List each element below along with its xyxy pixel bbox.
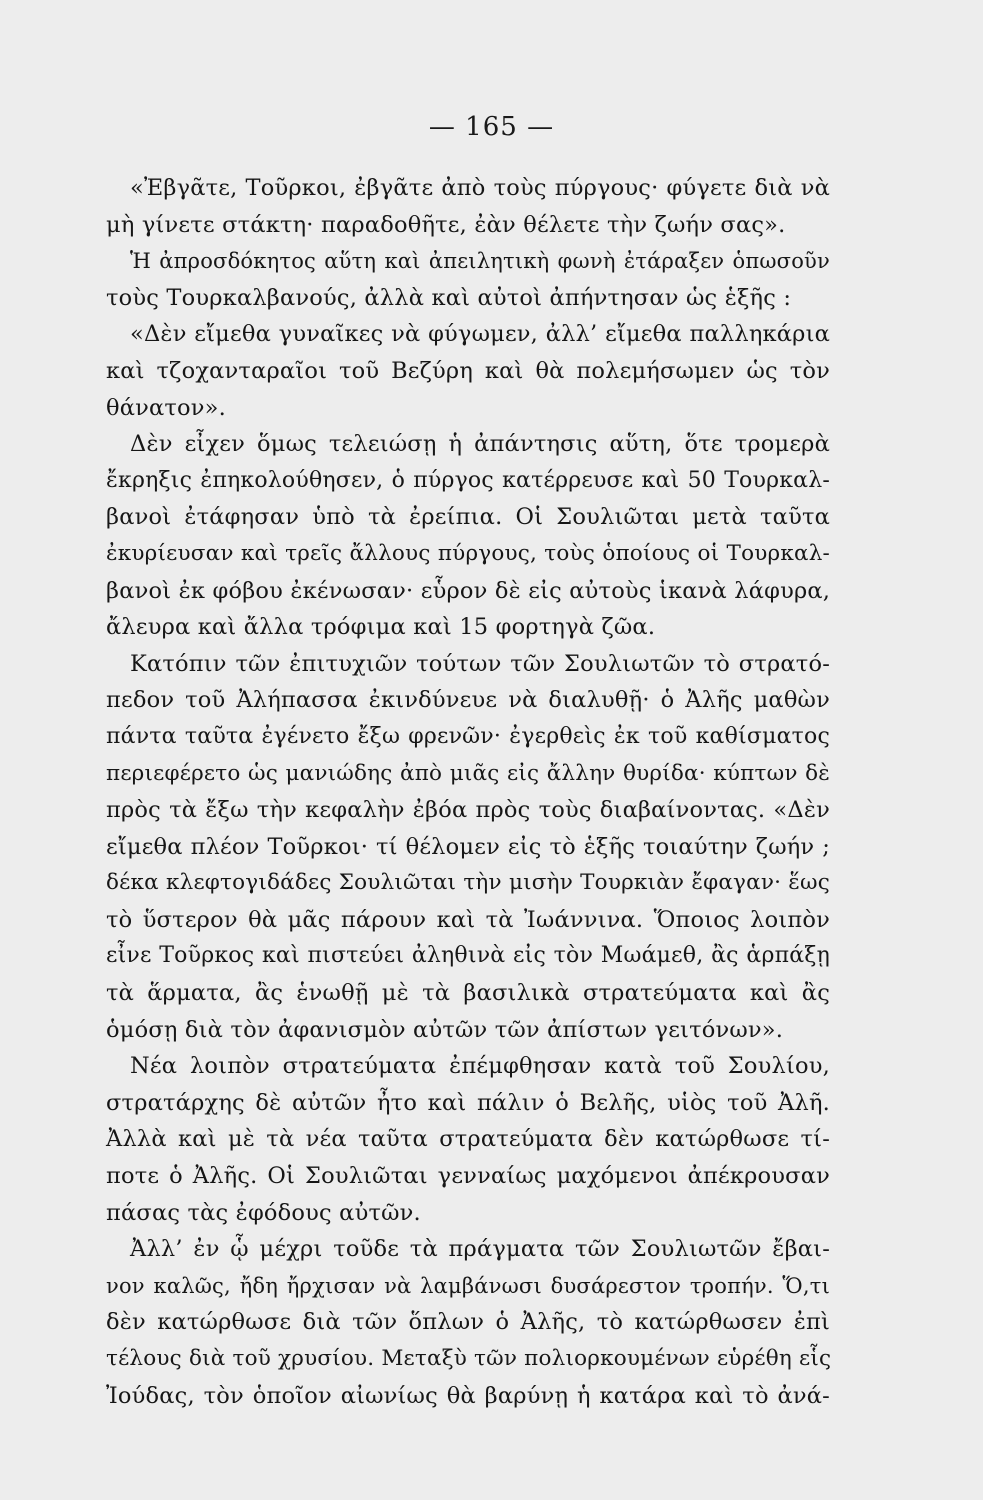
text-line: Κατόπιν τῶν ἐπιτυχιῶν τούτων τῶν Σουλιωτῶν τὸ στρατό- — [130, 650, 830, 677]
text-line: δὲν κατώρθωσε διὰ τῶν ὅπλων ὁ Ἀλῆς, τὸ κατώρθωσεν ἐπὶ — [106, 1309, 830, 1336]
text-line: τέλους διὰ τοῦ χρυσίου. Μεταξὺ τῶν πολιορκουμένων εὑρέθη εἷς — [106, 1346, 832, 1371]
text-line: Ἀλλ’ ἐν ᾧ μέχρι τοῦδε τὰ πράγματα τῶν Σουλιωτῶν ἔβαι- — [130, 1236, 830, 1263]
text-line: βανοὶ ἐκ φόβου ἐκένωσαν· εὗρον δὲ εἰς αὐτοὺς ἱκανὰ λάφυρα, — [106, 577, 831, 604]
text-line: εἶνε Τοῦρκος καὶ πιστεύει ἀληθινὰ εἰς τὸν Μωάμεθ, ἂς ἁρπάξῃ — [106, 943, 830, 969]
text-line: ὁμόσῃ διὰ τὸν ἀφανισμὸν αὐτῶν τῶν ἀπίστων γειτόνων». — [106, 1016, 784, 1043]
text-line: ἐκυρίευσαν καὶ τρεῖς ἄλλους πύργους, τοὺς ὁποίους οἱ Τουρκαλ- — [106, 540, 830, 566]
text-line: καὶ τζοχανταραῖοι τοῦ Βεζύρη καὶ θὰ πολεμήσωμεν ὡς τὸν — [106, 357, 830, 384]
text-line: Ἀλλὰ καὶ μὲ τὰ νέα ταῦτα στρατεύματα δὲν κατώρθωσε τί- — [106, 1126, 830, 1153]
text-line: «Δὲν εἴμεθα γυναῖκες νὰ φύγωμεν, ἀλλ’ εἴμεθα παλληκάρια — [130, 321, 830, 348]
text-line: Νέα λοιπὸν στρατεύματα ἐπέμφθησαν κατὰ τοῦ Σουλίου, — [130, 1053, 830, 1080]
text-line: εἴμεθα πλέον Τοῦρκοι· τί θέλομεν εἰς τὸ ἑξῆς τοιαύτην ζωήν ; — [106, 833, 830, 860]
text-line: Ἡ ἀπροσδόκητος αὕτη καὶ ἀπειλητικὴ φωνὴ ἐτάραξεν ὁπωσοῦν — [130, 249, 830, 274]
text-line: μὴ γίνετε στάκτη· παραδοθῆτε, ἐὰν θέλετε τὴν ζωήν σας». — [106, 211, 786, 238]
text-line: Δὲν εἶχεν ὅμως τελειώσῃ ἡ ἀπάντησις αὕτη, ὅτε τρομερὰ — [130, 431, 830, 458]
text-line: τὸ ὕστερον θὰ μᾶς πάρουν καὶ τὰ Ἰωάννινα. Ὅποιος λοιπὸν — [106, 906, 830, 933]
text-line: Ἰούδας, τὸν ὁποῖον αἰωνίως θὰ βαρύνῃ ἡ κατάρα καὶ τὸ ἀνά- — [106, 1382, 830, 1409]
body-text — [106, 170, 830, 1414]
text-line: ἄλευρα καὶ ἄλλα τρόφιμα καὶ 15 φορτηγὰ ζῶα. — [106, 614, 656, 641]
text-line: δέκα κλεφτογιδάδες Σουλιῶται τὴν μισὴν Τουρκιὰν ἔφαγαν· ἕως — [106, 870, 830, 896]
text-line: βανοὶ ἐτάφησαν ὑπὸ τὰ ἐρείπια. Οἱ Σουλιῶται μετὰ ταῦτα — [106, 504, 830, 531]
text-line: πάντα ταῦτα ἐγένετο ἔξω φρενῶν· ἐγερθεὶς ἐκ τοῦ καθίσματος — [106, 723, 830, 749]
page-number: — 165 — — [428, 112, 555, 142]
text-line: πάσας τὰς ἐφόδους αὐτῶν. — [106, 1199, 421, 1226]
text-line: ποτε ὁ Ἀλῆς. Οἱ Σουλιῶται γενναίως μαχόμενοι ἀπέκρουσαν — [106, 1163, 830, 1190]
text-line: τοὺς Τουρκαλβανούς, ἀλλὰ καὶ αὐτοὶ ἀπήντησαν ὡς ἑξῆς : — [106, 284, 792, 311]
text-line: νον καλῶς, ἤδη ἤρχισαν νὰ λαμβάνωσι δυσάρεστον τροπήν. Ὅ,τι — [106, 1273, 830, 1298]
text-line: θάνατον». — [106, 394, 227, 421]
text-line: πεδον τοῦ Ἀλήπασσα ἐκινδύνευε νὰ διαλυθῇ· ὁ Ἀλῆς μαθὼν — [106, 687, 830, 714]
text-line: στρατάρχης δὲ αὐτῶν ἦτο καὶ πάλιν ὁ Βελῆς, υἱὸς τοῦ Ἀλῆ. — [106, 1089, 830, 1116]
text-line: πρὸς τὰ ἔξω τὴν κεφαλὴν ἐβόα πρὸς τοὺς διαβαίνοντας. «Δὲν — [106, 797, 830, 824]
text-line: «Ἐβγᾶτε, Τοῦρκοι, ἐβγᾶτε ἀπὸ τοὺς πύργους· φύγετε διὰ νὰ — [130, 175, 830, 201]
text-line: ἔκρηξις ἐπηκολούθησεν, ὁ πύργος κατέρρευσε καὶ 50 Τουρκαλ- — [106, 467, 830, 493]
text-line: περιεφέρετο ὡς μανιώδης ἀπὸ μιᾶς εἰς ἄλλην θυρίδα· κύπτων δὲ — [106, 760, 830, 786]
text-line: τὰ ἅρματα, ἂς ἑνωθῇ μὲ τὰ βασιλικὰ στρατεύματα καὶ ἂς — [106, 980, 830, 1007]
